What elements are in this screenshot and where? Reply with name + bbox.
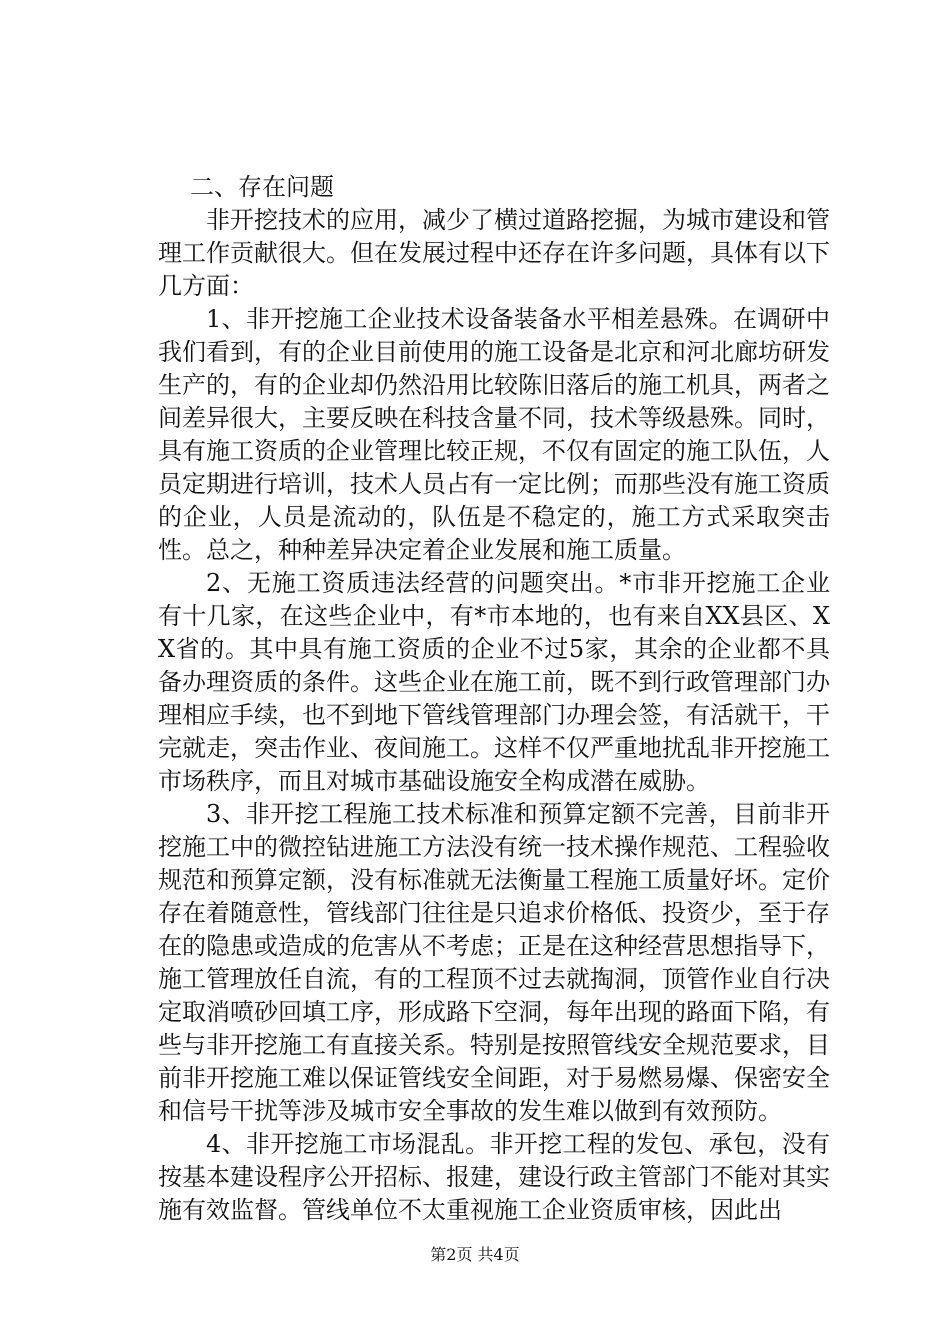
paragraph-item-4: 4、非开挖施工市场混乱。非开挖工程的发包、承包，没有按基本建设程序公开招标、报建，建设行政主管部门不能对其实施有效监督。管线单位不太重视施工企业资质审核，因此出 xyxy=(158,1130,830,1224)
document-body xyxy=(158,170,830,1227)
section-heading: 二、存在问题 xyxy=(190,173,334,201)
paragraph-item-3: 3、非开挖工程施工技术标准和预算定额不完善，目前非开挖施工中的微控钻进施工方法没有统一技术操作规范、工程验收规范和预算定额，没有标准就无法衡量工程施工质量好坏。定价存在着随意性，管线部门往往是只追求价格低、投资少，至于存在的隐患或造成的危害从不考虑；正是在这种经营思想指导下，施工管理放任自流，有的工程顶不过去就掏洞，顶管作业自行决定取消喷砂回填工序，形成路下空洞，每年出现的路面下陷，有些与非开挖施工有直接关系。特别是按照管线安全规范要求，目前非开挖施工难以保证管线安全间距，对于易燃易爆、保密安全和信号干扰等涉及城市安全事故的发生难以做到有效预防。 xyxy=(158,800,830,1125)
paragraph-intro: 非开挖技术的应用，减少了横过道路挖掘，为城市建设和管理工作贡献很大。但在发展过程中还存在许多问题，具体有以下几方面： xyxy=(158,206,830,300)
paragraph-item-2: 2、无施工资质违法经营的问题突出。*市非开挖施工企业有十几家，在这些企业中，有*市本地的，也有来自XX县区、XX省的。其中具有施工资质的企业不过5家，其余的企业都不具备办理资质的条件。这些企业在施工前，既不到行政管理部门办理相应手续，也不到地下管线管理部门办理会签，有活就干，干完就走，突击作业、夜间施工。这样不仅严重地扰乱非开挖施工市场秩序，而且对城市基础设施安全构成潜在威胁。 xyxy=(158,569,830,795)
page-footer: 第2页 共4页 xyxy=(430,1245,520,1264)
paragraph-item-1: 1、非开挖施工企业技术设备装备水平相差悬殊。在调研中我们看到，有的企业目前使用的施工设备是北京和河北廊坊研发生产的，有的企业却仍然沿用比较陈旧落后的施工机具，两者之间差异很大，主要反映在科技含量不同，技术等级悬殊。同时，具有施工资质的企业管理比较正规，不仅有固定的施工队伍，人员定期进行培训，技术人员占有一定比例；而那些没有施工资质的企业，人员是流动的，队伍是不稳定的，施工方式采取突击性。总之，种种差异决定着企业发展和施工质量。 xyxy=(158,305,830,564)
